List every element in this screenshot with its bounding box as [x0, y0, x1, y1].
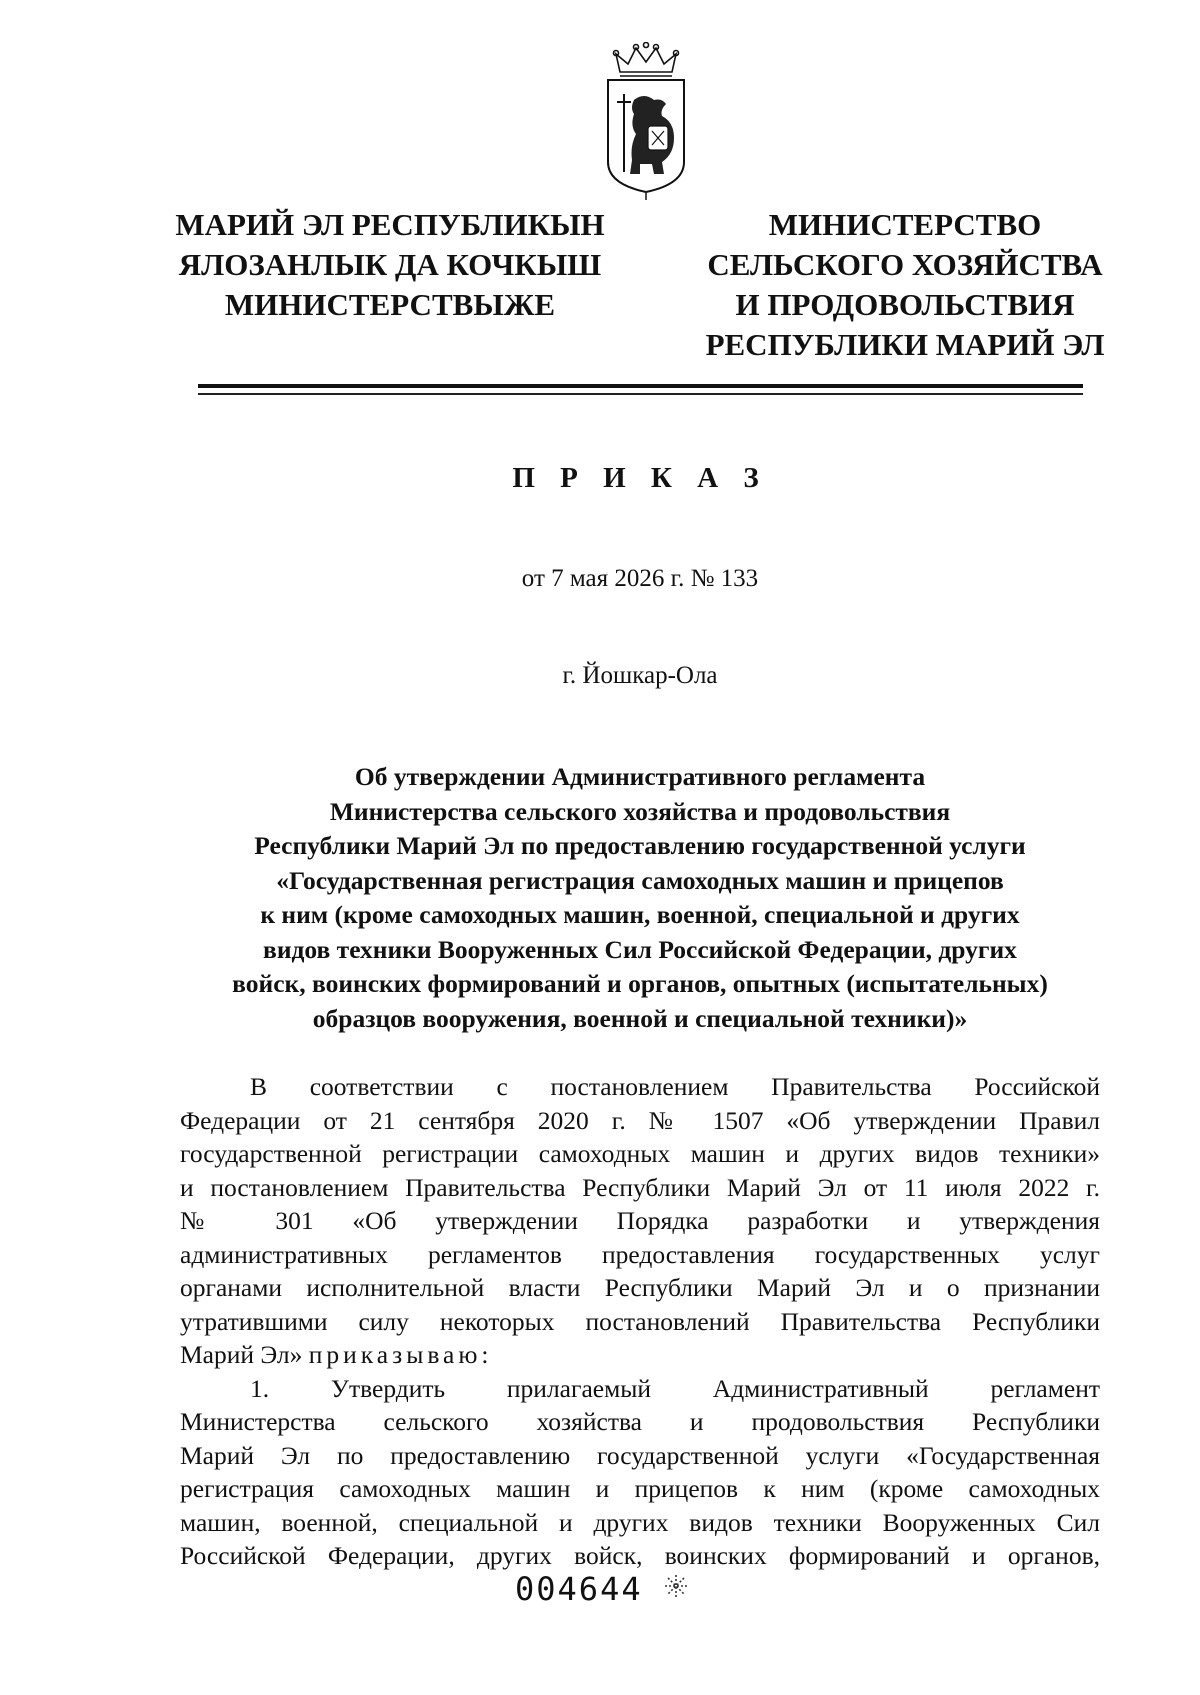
body-line: В соответствии с постановлением Правительства Российской	[250, 1072, 1100, 1101]
subject-line: к ним (кроме самоходных машин, военной, специальной и других	[260, 900, 1020, 929]
document-body	[180, 1070, 1100, 1573]
asterisk-mark-icon	[663, 1573, 689, 1599]
body-line: Федерации от 21 сентября 2020 г. № 1507 «Об утверждении Правил	[180, 1105, 1100, 1135]
subject-line: образцов вооружения, военной и специальной техники)»	[312, 1003, 968, 1033]
document-subject	[170, 760, 1110, 1036]
body-line: 1. Утвердить прилагаемый Административный регламент	[250, 1373, 1100, 1403]
order-word: приказываю:	[308, 1340, 493, 1369]
subject-line: видов техники Вооруженных Сил Российской Федерации, других	[263, 934, 1017, 964]
body-line: машин, военной, специальной и других видов техники Вооруженных Сил	[180, 1507, 1100, 1537]
header-right-line: РЕСПУБЛИКИ МАРИЙ ЭЛ	[705, 327, 1105, 362]
body-text: Марий Эл»	[180, 1340, 303, 1369]
body-line: государственной регистрации самоходных машин и других видов техники»	[180, 1139, 1100, 1168]
body-line: утратившими силу некоторых постановлений Правительства Республики	[180, 1306, 1100, 1336]
header-left-marii-name	[170, 205, 610, 325]
document-date-number: от 7 мая 2026 г. № 133	[521, 565, 759, 592]
body-line: Российской Федерации, других войск, воинских формирований и органов,	[180, 1541, 1100, 1570]
body-line: и постановлением Правительства Республики Марий Эл от 11 июля 2022 г.	[180, 1172, 1100, 1202]
header-left-line: ЯЛОЗАНЛЫК ДА КОЧКЫШ	[178, 247, 602, 282]
header-right-line: И ПРОДОВОЛЬСТВИЯ	[735, 287, 1075, 322]
serial-number: 004644	[515, 1570, 643, 1608]
header-right-line: СЕЛЬСКОГО ХОЗЯЙСТВА	[707, 247, 1103, 282]
body-line: органами исполнительной власти Республики Марий Эл и о признании	[180, 1273, 1100, 1302]
header-left-line: МИНИСТЕРСТВЫЖЕ	[224, 287, 556, 322]
header-divider-thick	[198, 384, 1083, 388]
header-divider-thin	[198, 393, 1083, 395]
body-line	[180, 1338, 1100, 1372]
body-line: Марий Эл по предоставлению государственной услуги «Государственная	[180, 1440, 1100, 1470]
header-right-line: МИНИСТЕРСТВО	[768, 207, 1042, 242]
header-left-line: МАРИЙ ЭЛ РЕСПУБЛИКЫН	[175, 207, 605, 242]
subject-line: Министерства сельского хозяйства и продовольствия	[329, 796, 951, 826]
coat-of-arms-icon	[600, 42, 692, 202]
document-city: г. Йошкар-Ола	[562, 662, 718, 689]
body-line: административных регламентов предоставления государственных услуг	[180, 1239, 1100, 1269]
subject-line: Республики Марий Эл по предоставлению государственной услуги	[254, 831, 1026, 860]
body-line: регистрация самоходных машин и прицепов к ним (кроме самоходных	[180, 1474, 1100, 1503]
subject-line: войск, воинских формирований и органов, опытных (испытательных)	[232, 969, 1048, 998]
document-type-title: П Р И К А З	[512, 462, 768, 494]
body-line: Министерства сельского хозяйства и продовольствия Республики	[180, 1407, 1100, 1436]
body-line: № 301 «Об утверждении Порядка разработки и утверждения	[180, 1206, 1100, 1235]
subject-line: «Государственная регистрация самоходных машин и прицепов	[276, 865, 1004, 895]
subject-line: Об утверждении Административного регламента	[354, 762, 926, 791]
header-right-russian-name	[700, 205, 1110, 365]
